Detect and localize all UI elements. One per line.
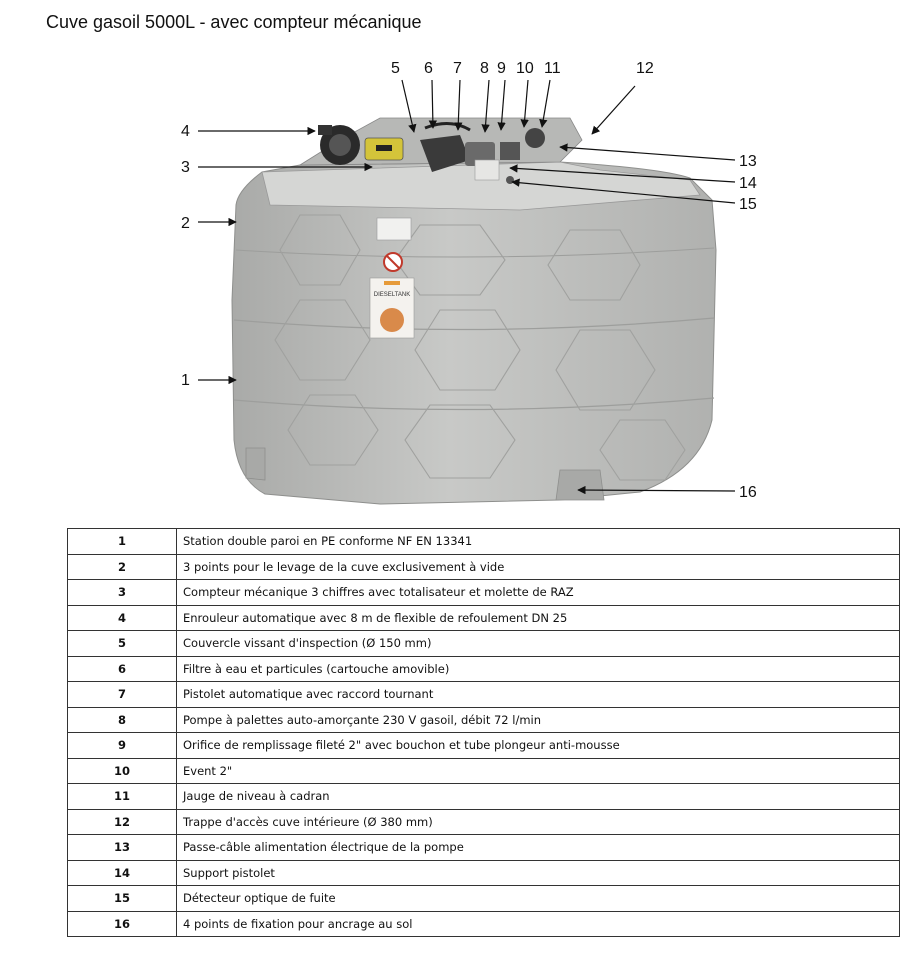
row-number: 10 (68, 758, 177, 784)
row-number: 5 (68, 631, 177, 657)
table-row (68, 758, 900, 784)
callout-11: 11 (544, 60, 561, 77)
row-number: 1 (68, 529, 177, 555)
row-description: Station double paroi en PE conforme NF EN 13341 (177, 529, 900, 555)
table-row (68, 835, 900, 861)
row-description: Filtre à eau et particules (cartouche amovible) (177, 656, 900, 682)
legend-table (67, 528, 900, 937)
table-row (68, 707, 900, 733)
table-row (68, 733, 900, 759)
dieseltank-label: DIESELTANK (373, 292, 411, 298)
callout-2: 2 (181, 215, 190, 232)
row-description: Détecteur optique de fuite (177, 886, 900, 912)
row-description: Trappe d'accès cuve intérieure (Ø 380 mm) (177, 809, 900, 835)
row-number: 4 (68, 605, 177, 631)
row-description: Enrouleur automatique avec 8 m de flexible de refoulement DN 25 (177, 605, 900, 631)
table-row (68, 886, 900, 912)
row-number: 16 (68, 911, 177, 937)
row-description: 3 points pour le levage de la cuve exclusivement à vide (177, 554, 900, 580)
callout-8: 8 (480, 60, 489, 77)
table-row (68, 656, 900, 682)
row-number: 3 (68, 580, 177, 606)
row-description: Event 2" (177, 758, 900, 784)
table-row (68, 911, 900, 937)
callout-10: 10 (516, 60, 534, 77)
callout-13: 13 (739, 153, 757, 170)
callout-7: 7 (453, 60, 462, 77)
table-row (68, 860, 900, 886)
row-number: 11 (68, 784, 177, 810)
callout-14: 14 (739, 175, 757, 192)
callout-1: 1 (181, 372, 190, 389)
row-number: 12 (68, 809, 177, 835)
row-number: 8 (68, 707, 177, 733)
row-number: 7 (68, 682, 177, 708)
row-description: Pistolet automatique avec raccord tournant (177, 682, 900, 708)
page-title: Cuve gasoil 5000L - avec compteur mécanique (46, 12, 422, 32)
row-number: 6 (68, 656, 177, 682)
row-description: Support pistolet (177, 860, 900, 886)
callout-5: 5 (391, 60, 400, 77)
row-description: 4 points de fixation pour ancrage au sol (177, 911, 900, 937)
table-row (68, 682, 900, 708)
callout-3: 3 (181, 159, 190, 176)
row-description: Pompe à palettes auto-amorçante 230 V gasoil, débit 72 l/min (177, 707, 900, 733)
callout-4: 4 (181, 123, 190, 140)
tank-diagram (0, 50, 900, 520)
row-description: Orifice de remplissage fileté 2" avec bouchon et tube plongeur anti-mousse (177, 733, 900, 759)
row-description: Compteur mécanique 3 chiffres avec totalisateur et molette de RAZ (177, 580, 900, 606)
callout-15: 15 (739, 196, 757, 213)
table-row (68, 580, 900, 606)
callout-6: 6 (424, 60, 433, 77)
row-description: Jauge de niveau à cadran (177, 784, 900, 810)
callout-16: 16 (739, 484, 757, 501)
table-row (68, 784, 900, 810)
row-number: 2 (68, 554, 177, 580)
row-description: Passe-câble alimentation électrique de la pompe (177, 835, 900, 861)
table-row (68, 809, 900, 835)
table-row (68, 529, 900, 555)
callout-12: 12 (636, 60, 654, 77)
row-number: 13 (68, 835, 177, 861)
row-number: 15 (68, 886, 177, 912)
row-number: 14 (68, 860, 177, 886)
row-number: 9 (68, 733, 177, 759)
callout-9: 9 (497, 60, 506, 77)
table-row (68, 554, 900, 580)
table-row (68, 605, 900, 631)
table-row (68, 631, 900, 657)
row-description: Couvercle vissant d'inspection (Ø 150 mm) (177, 631, 900, 657)
